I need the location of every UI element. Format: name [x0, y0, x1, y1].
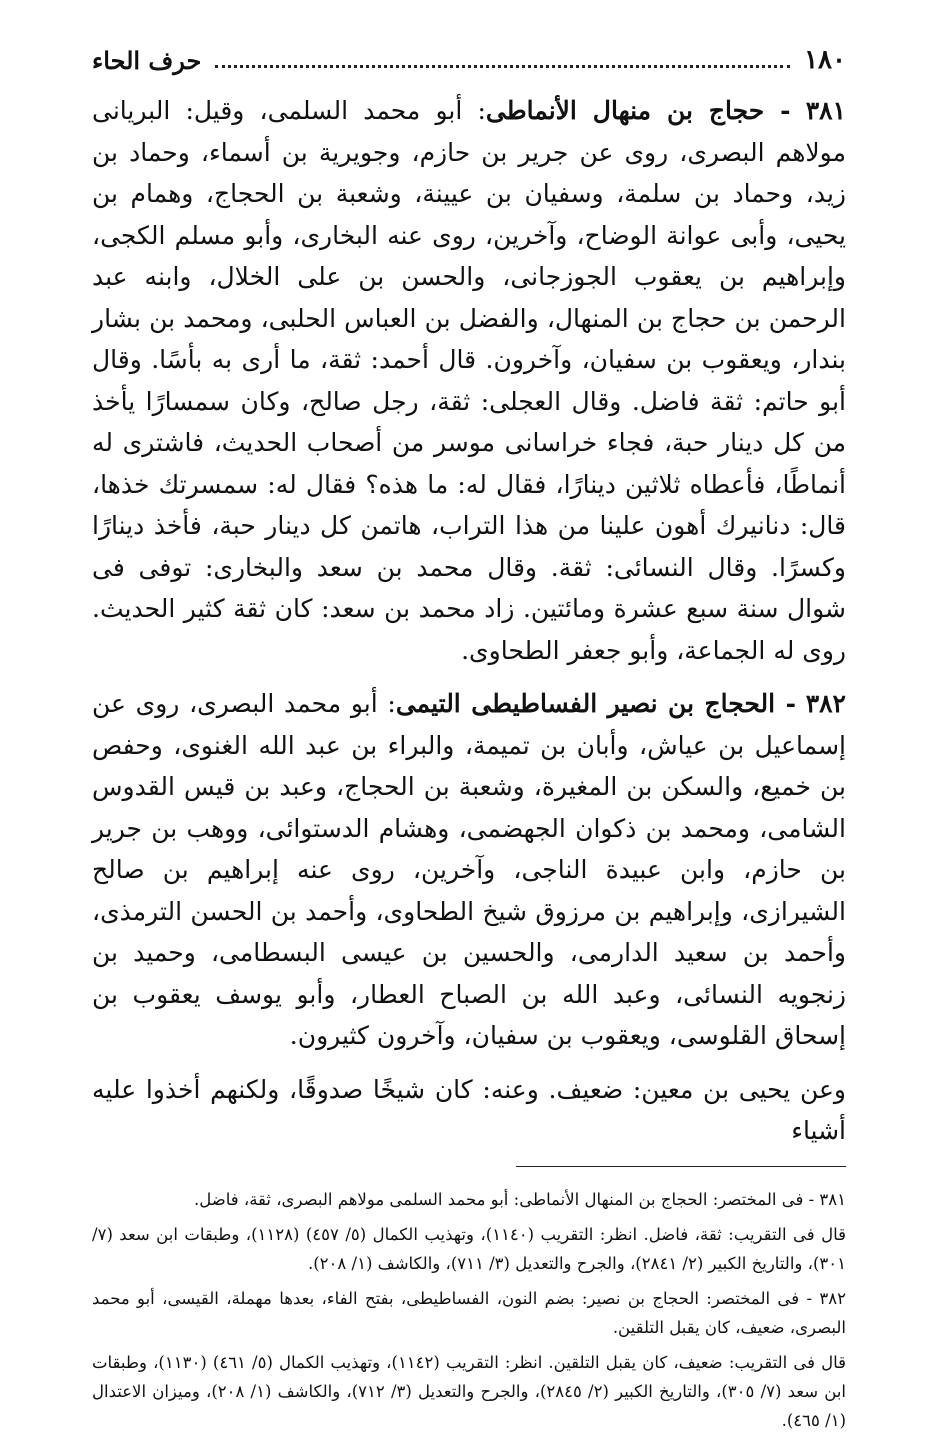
- entry-382: ٣٨٢ - الحجاج بن نصير الفساطيطى التيمى: أبو محمد البصرى، روى عن إسماعيل بن عياش، وأبان بن تميمة، والبراء بن عبد الله الغنوى، وحفص بن خميع، والسكن بن المغيرة، وشعبة بن الحجاج، وعبد بن قيس القدوس الشامى، ومحمد بن ذكوان الجهضمى، وهشام الدستوائى، ووهب بن جرير بن حازم، وابن عبيدة الناجى، وآخرين، روى عنه إبراهيم بن صالح الشيرازى، وإبراهيم بن مرزوق شيخ الطحاوى، وأحمد بن الحسن الترمذى، وأحمد بن سعيد الدارمى، والحسين بن عيسى البسطامى، وحميد بن زنجويه النسائى، وعبد الله بن الصباح العطار، وأبو يوسف يعقوب بن إسحاق القلوسى، ويعقوب بن سفيان، وآخرون كثيرون.: [92, 689, 846, 1050]
- entry-text: : أبو محمد السلمى، وقيل: البريانى مولاهم البصرى، روى عن جرير بن حازم، وجويرية بن أسماء، وحماد بن زيد، وحماد بن سلمة، وسفيان بن عيينة، وشعبة بن الحجاج، وهمام بن يحيى، وأبى عوانة الوضاح، وآخرين، روى عنه البخارى، وأبو مسلم الكجى، وإبراهيم بن يعقوب الجوزجانى، والحسن بن على الخلال، وابنه عبد الرحمن بن حجاج بن المنهال، والفضل بن العباس الحلبى، ومحمد بن بشار بندار، ويعقوب بن سفيان، وآخرون. قال أحمد: ثقة، ما أرى به بأسًا. وقال أبو حاتم: ثقة فاضل. وقال العجلى: ثقة، رجل صالح، وكان سمسارًا يأخذ من كل دينار حبة، فجاء خراسانى موسر من أصحاب الحديث، فاشترى له أنماطًا، فأعطاه ثلاثين دينارًا، فقال له: ما هذه؟ فقال له: سمسرتك خذها، قال: دنانيرك أهون علينا من هذا التراب، هاتمن كل دينار حبة، فأخذ دينارًا وكسرًا. وقال النسائى: ثقة. وقال محمد بن سعد والبخارى: توفى فى شوال سنة سبع عشرة ومائتين. زاد محمد بن سعد: كان ثقة كثير الحديث. روى له الجماعة، وأبو جعفر الطحاوى.: [92, 96, 846, 665]
- entry-text: : أبو محمد البصرى، روى عن إسماعيل بن عياش، وأبان بن تميمة، والبراء بن عبد الله الغنوى، وحفص بن خميع، والسكن بن المغيرة، وشعبة بن الحجاج، وعبد بن قيس القدوس الشامى، ومحمد بن ذكوان الجهضمى، وهشام الدستوائى، ووهب بن جرير بن حازم، وابن عبيدة الناجى، وآخرين، روى عنه إبراهيم بن صالح الشيرازى، وإبراهيم بن مرزوق شيخ الطحاوى، وأحمد بن الحسن الترمذى، وأحمد بن سعيد الدارمى، والحسين بن عيسى البسطامى، وحميد بن زنجويه النسائى، وعبد الله بن الصباح العطار، وأبو يوسف يعقوب بن إسحاق القلوسى، ويعقوب بن سفيان، وآخرون كثيرون.: [92, 689, 846, 1050]
- entry-number: ٣٨١: [805, 96, 846, 125]
- entry-name: الحجاج بن نصير الفساطيطى التيمى: [395, 689, 776, 718]
- entry-name: حجاج بن منهال الأنماطى: [485, 96, 765, 125]
- page-number: ١٨٠: [804, 45, 846, 75]
- footnote: ٣٨١ - فى المختصر: الحجاج بن المنهال الأنماطى: أبو محمد السلمى مولاهم البصرى، ثقة، فاضل.: [193, 1189, 846, 1209]
- entry-381: ٣٨١ - حجاج بن منهال الأنماطى: أبو محمد السلمى، وقيل: البريانى مولاهم البصرى، روى عن جرير بن حازم، وجويرية بن أسماء، وحماد بن زيد، وحماد بن سلمة، وسفيان بن عيينة، وشعبة بن الحجاج، وهمام بن يحيى، وأبى عوانة الوضاح، وآخرين، روى عنه البخارى، وأبو مسلم الكجى، وإبراهيم بن يعقوب الجوزجانى، والحسن بن على الخلال، وابنه عبد الرحمن بن حجاج بن المنهال، والفضل بن العباس الحلبى، ومحمد بن بشار بندار، ويعقوب بن سفيان، وآخرون. قال أحمد: ثقة، ما أرى به بأسًا. وقال أبو حاتم: ثقة فاضل. وقال العجلى: ثقة، رجل صالح، وكان سمسارًا يأخذ من كل دينار حبة، فجاء خراسانى موسر من أصحاب الحديث، فاشترى له أنماطًا، فأعطاه ثلاثين دينارًا، فقال له: ما هذه؟ فقال له: سمسرتك خذها، قال: دنانيرك أهون علينا من هذا التراب، هاتمن كل دينار حبة، فأخذ دينارًا وكسرًا. وقال النسائى: ثقة. وقال محمد بن سعد والبخارى: توفى فى شوال سنة سبع عشرة ومائتين. زاد محمد بن سعد: كان ثقة كثير الحديث. روى له الجماعة، وأبو جعفر الطحاوى.: [92, 96, 846, 665]
- page-header: [92, 40, 846, 80]
- footnote: ٣٨٢ - فى المختصر: الحجاج بن نصير: بضم النون، الفساطيطى، بفتح الفاء، بعدها مهملة، القيسى، أبو محمد البصرى، ضعيف، كان يقبل التلقين.: [92, 1288, 846, 1337]
- entry-number: ٣٨٢: [805, 689, 846, 718]
- header-dotted-leader: [215, 65, 790, 68]
- footnote: قال فى التقريب: ضعيف، كان يقبل التلقين. انظر: التقريب (١١٤٢)، وتهذيب الكمال (٥/ ٤٦١) (١١٣٠)، وطبقات ابن سعد (٧/ ٣٠٥)، والتاريخ الكبير (٢/ ٢٨٤٥)، والجرح والتعديل (٣/ ٧١٢)، والكاشف (١/ ٢٠٨)، وميزان الاعتدال (١/ ٤٦٥).: [92, 1352, 846, 1430]
- footnote: قال فى التقريب: ثقة، فاضل. انظر: التقريب (١١٤٠)، وتهذيب الكمال (٥/ ٤٥٧) (١١٢٨)، وطبقات ابن سعد (٧/ ٣٠١)، والتاريخ الكبير (٢/ ٢٨٤١)، والجرح والتعديل (٣/ ٧١١)، والكاشف (١/ ٢٠٨).: [92, 1224, 846, 1273]
- trailing-line: وعن يحيى بن معين: ضعيف. وعنه: كان شيخًا صدوقًا، ولكنهم أخذوا عليه أشياء: [92, 1074, 846, 1145]
- chapter-title: حرف الحاء: [92, 45, 202, 75]
- footnote-separator: [516, 1166, 846, 1167]
